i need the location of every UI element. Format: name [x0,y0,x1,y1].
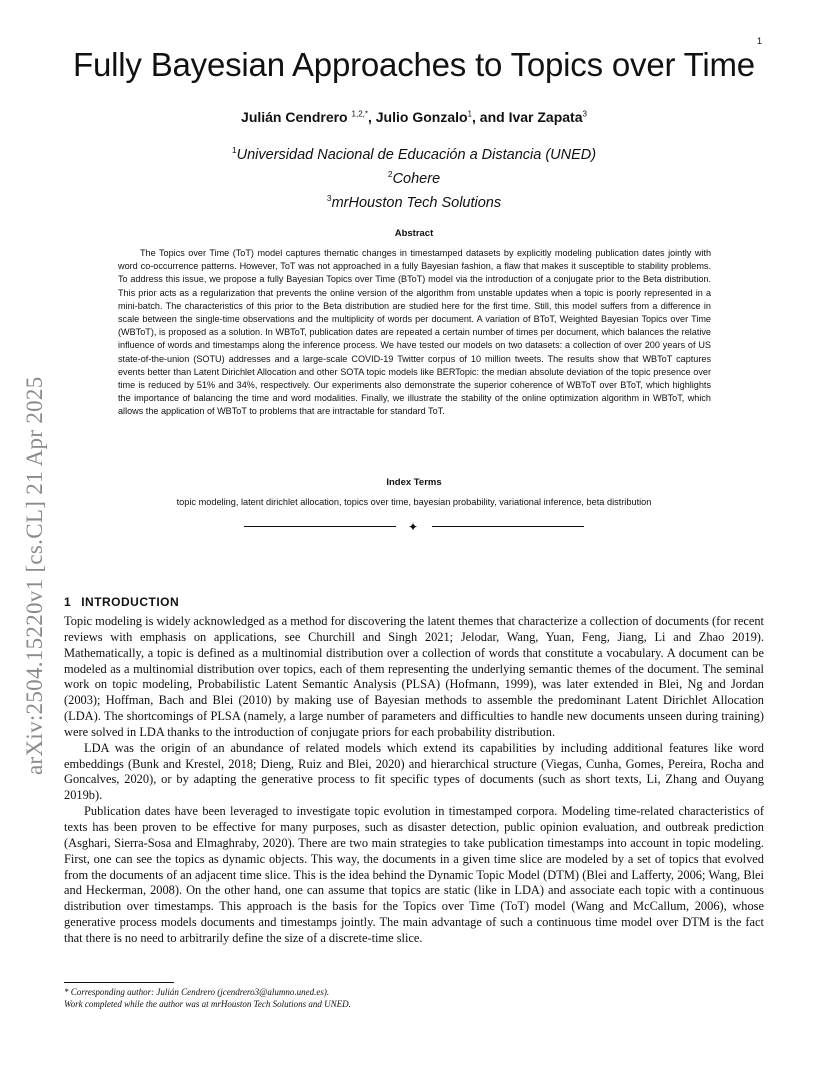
author-separator: , and [472,109,509,125]
author-list [0,109,828,125]
footnote-rule [64,982,174,983]
introduction-body [64,614,764,947]
author-affiliation-marker: 1,2,* [351,109,368,119]
author-name: Julio Gonzalo [375,109,468,125]
page-number: 1 [757,36,763,46]
footnotes [64,986,351,1010]
divider-line-right [432,526,584,527]
index-terms-text: topic modeling, latent dirichlet allocation, topics over time, bayesian probability, variational inference, beta distribution [176,497,652,507]
footnote-corresponding-author: * Corresponding author: Julián Cendrero (jcendrero3@alumno.uned.es). [64,987,330,997]
section-divider [244,520,584,534]
body-paragraph: Publication dates have been leveraged to investigate topic evolution in timestamped corpora. Modeling time-related characteristics of texts has been proven to be effective for many purposes, such as disaster detection, public opinion evaluation, and outbreak prediction (Asghari, Sierra-Sosa and Elmaghraby, 2020). There are two main strategies to take publication timestamps into account in topic modeling. First, one can see the topics as dynamic objects. This way, the documents in a given time slice are modeled by a set of topics that evolved from the documents of an adjacent time slice. This is the idea behind the Dynamic Topic Model (DTM) (Blei and Lafferty, 2006; Wang, Blei and Heckerman, 2008). On the other hand, one can assume that topics are static (like in LDA) and associate each topic with a continuous distribution over timestamps. This approach is the basis for the Topics over Time (ToT) model (Wang and McCallum, 2006), whose generative process models documents and timestamps jointly. The main advantage of such a continuous time model over DTM is the fact that there is no need to arbitrarily define the size of a discrete-time slice. [64,804,764,945]
author-affiliation-marker: 3 [582,109,587,119]
body-paragraph: Topic modeling is widely acknowledged as a method for discovering the latent themes that characterize a collection of documents (for recent reviews with emphasis on applications, see Churchill and Singh 2021; Jelodar, Wang, Yuan, Feng, Jiang, Li and Zhao 2019). Mathematically, a topic is defined as a multinomial distribution over a collection of words that constitute a vocabulary. A document can be modeled as a multinomial distribution over topics, each of them representing the underlying semantic themes of the document. The seminal work on topic modeling, Probabilistic Latent Semantic Analysis (PLSA) (Hofmann, 1999), was later extended in Blei, Ng and Jordan (2003); Hoffman, Bach and Blei (2010) by making use of Bayesian methods to assemble the predominant Latent Dirichlet Allocation (LDA). The shortcomings of PLSA (namely, a large number of parameters and difficulties to handle new documents unseen during training) were solved in LDA thanks to the introduction of conjugate priors for each probability distribution. [64,614,764,739]
arxiv-identifier-stamp: arXiv:2504.15220v1 [cs.CL] 21 Apr 2025 [22,376,47,775]
divider-line-left [244,526,396,527]
affiliation: $^3$mrHouston Tech Solutions [326,192,502,211]
section-title: INTRODUCTION [81,595,180,609]
index-terms-heading: Index Terms [386,477,442,488]
abstract-heading: Abstract [394,228,434,239]
author-name: Julián Cendrero [241,109,348,125]
paper-title: Fully Bayesian Approaches to Topics over Time [73,46,755,83]
abstract-text: The Topics over Time (ToT) model captures thematic changes in timestamped datasets by explicitly modeling publication dates jointly with word co-occurrence patterns. However, ToT was not approached in a fully Bayesian fashion, a flaw that makes it susceptible to stability problems. To address this issue, we propose a fully Bayesian Topics over Time (BToT) model via the introduction of a conjugate prior to the Beta distribution. This prior acts as a regularization that prevents the online version of the algorithm from unstable updates when a topic is poorly represented in a mini-batch. The characteristics of this prior to the Beta distribution are studied here for the first time. Still, this model suffers from a difference in scale between the single-time observations and the multiplicity of words per document. A variation of BToT, Weighted Bayesian Topics over Time (WBToT), is proposed as a solution. In WBToT, publication dates are repeated a certain number of times per document, which balances the relative influence of words and timestamps along the inference process. We have tested our models on two datasets: a collection of over 200 years of US state-of-the-union (SOTU) addresses and a large-scale COVID-19 Twitter corpus of 10 million tweets. The results show that WBToT captures events better than Latent Dirichlet Allocation and other SOTA topic models like BERTopic: the median absolute deviation of the topic presence over time is reduced by 51% and 34%, respectively. Our experiments also demonstrate the superior coherence of WBToT over BToT, which highlights the importance of balancing the time and word modalities. Finally, we illustrate the stability of the online optimization algorithm in WBToT, which allows the application of WBToT to problems that are intractable for standard ToT. [118,248,711,417]
affiliation: $^1$Universidad Nacional de Educación a Distancia (UNED) [231,145,597,163]
affiliation: $^2$Cohere [387,168,441,187]
author-name: Ivar Zapata [508,109,583,125]
author-separator: , [367,109,376,125]
diamond-ornament-icon: ✦ [408,520,419,534]
affiliation-list [0,141,828,212]
section-number: 1 [64,595,72,609]
author-affiliation-marker: 1 [467,109,472,119]
footnote-affiliation-note: Work completed while the author was at mrHouston Tech Solutions and UNED. [64,999,351,1009]
body-paragraph: LDA was the origin of an abundance of related models which extend its capabilities by including additional features like word embeddings (Bunk and Krestel, 2018; Dieng, Ruiz and Blei, 2020) and hierarchical structure (Viegas, Cunha, Gomes, Pereira, Rocha and Goncalves, 2020), or by adapting the generative process to fit specific types of documents (such as short texts, Li, Zhang and Ouyang 2019b). [64,740,764,803]
section-heading-introduction [64,595,179,609]
